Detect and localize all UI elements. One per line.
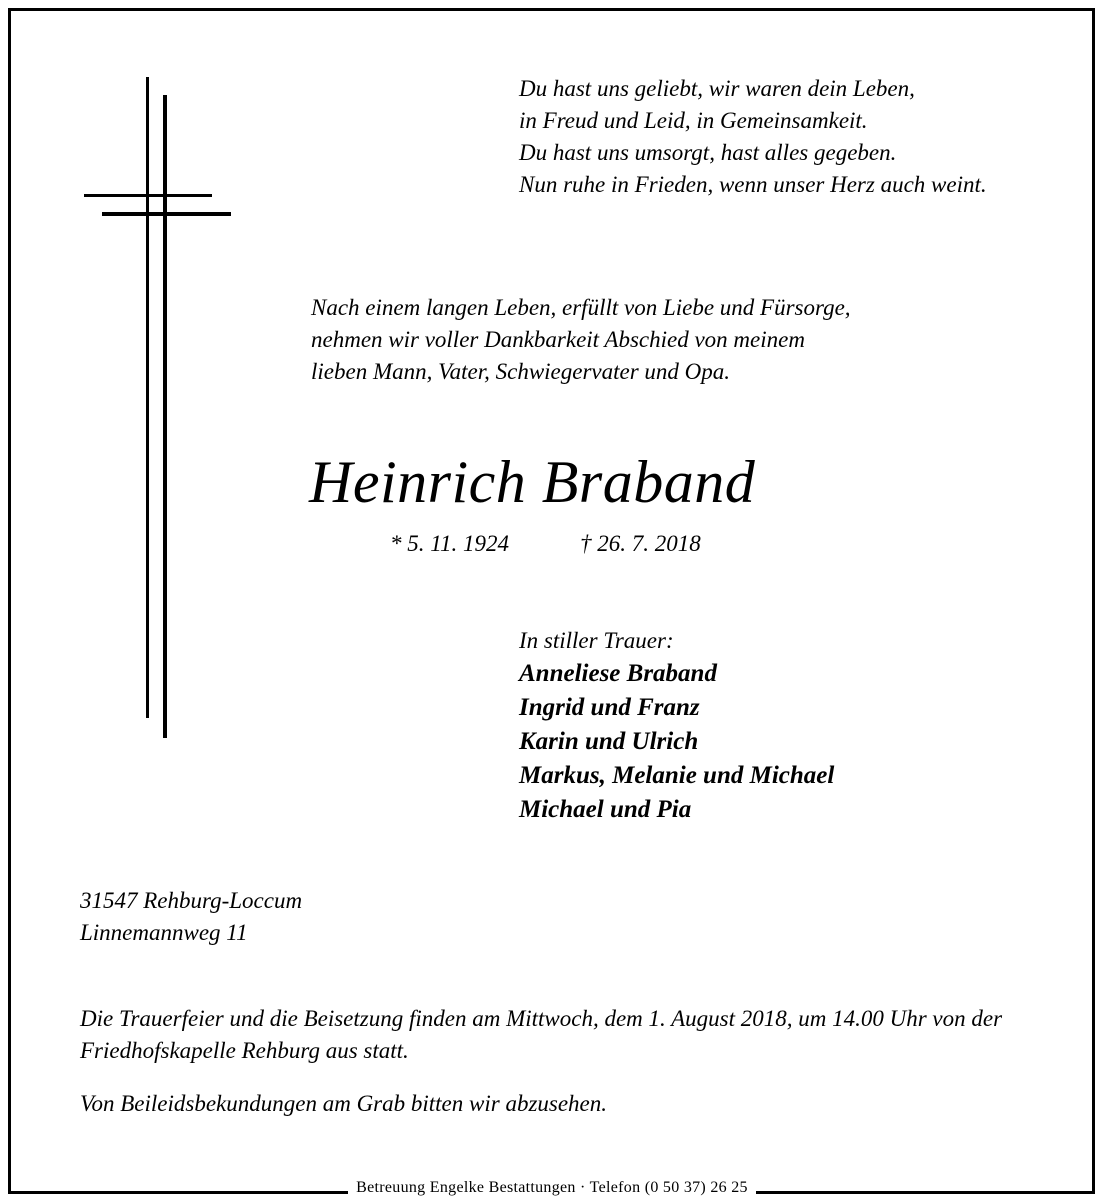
- mourners-title: In stiller Trauer:: [519, 628, 674, 653]
- funeral-home-contact: Betreuung Engelke Bestattungen · Telefon (0 50 37) 26 25: [348, 1177, 756, 1199]
- footer: [0, 1177, 1104, 1199]
- mourner-name: Karin und Ulrich: [519, 728, 699, 755]
- service-info: Die Trauerfeier und die Beisetzung finden am Mittwoch, dem 1. August 2018, um 14.00 Uhr von der Friedhofskapelle Rehburg aus statt.: [80, 1006, 1003, 1063]
- address: [80, 885, 302, 949]
- mourner-name: Anneliese Braband: [519, 660, 717, 687]
- deceased-name: Heinrich Braband: [309, 449, 756, 515]
- poem-line: Du hast uns umsorgt, hast alles gegeben.: [519, 140, 897, 165]
- intro-line: lieben Mann, Vater, Schwiegervater und Opa.: [311, 359, 731, 384]
- intro-line: nehmen wir voller Dankbarkeit Abschied von meinem: [311, 327, 805, 352]
- intro-text: [311, 292, 851, 388]
- death-date: † 26. 7. 2018: [580, 531, 701, 556]
- address-street: Linnemannweg 11: [80, 920, 248, 945]
- mourner-name: Markus, Melanie und Michael: [519, 762, 835, 789]
- poem-line: Du hast uns geliebt, wir waren dein Leben,: [519, 76, 915, 101]
- poem-line: in Freud und Leid, in Gemeinsamkeit.: [519, 108, 868, 133]
- poem-line: Nun ruhe in Frieden, wenn unser Herz auch weint.: [519, 172, 987, 197]
- intro-line: Nach einem langen Leben, erfüllt von Liebe und Fürsorge,: [311, 295, 851, 320]
- mourners-list: [519, 625, 834, 827]
- mourner-name: Michael und Pia: [519, 796, 692, 823]
- birth-date: * 5. 11. 1924: [390, 531, 510, 556]
- mourner-name: Ingrid und Franz: [519, 694, 700, 721]
- condolence-note: Von Beileidsbekundungen am Grab bitten wir abzusehen.: [80, 1091, 608, 1116]
- poem: [519, 73, 987, 201]
- address-city: 31547 Rehburg-Loccum: [80, 888, 303, 913]
